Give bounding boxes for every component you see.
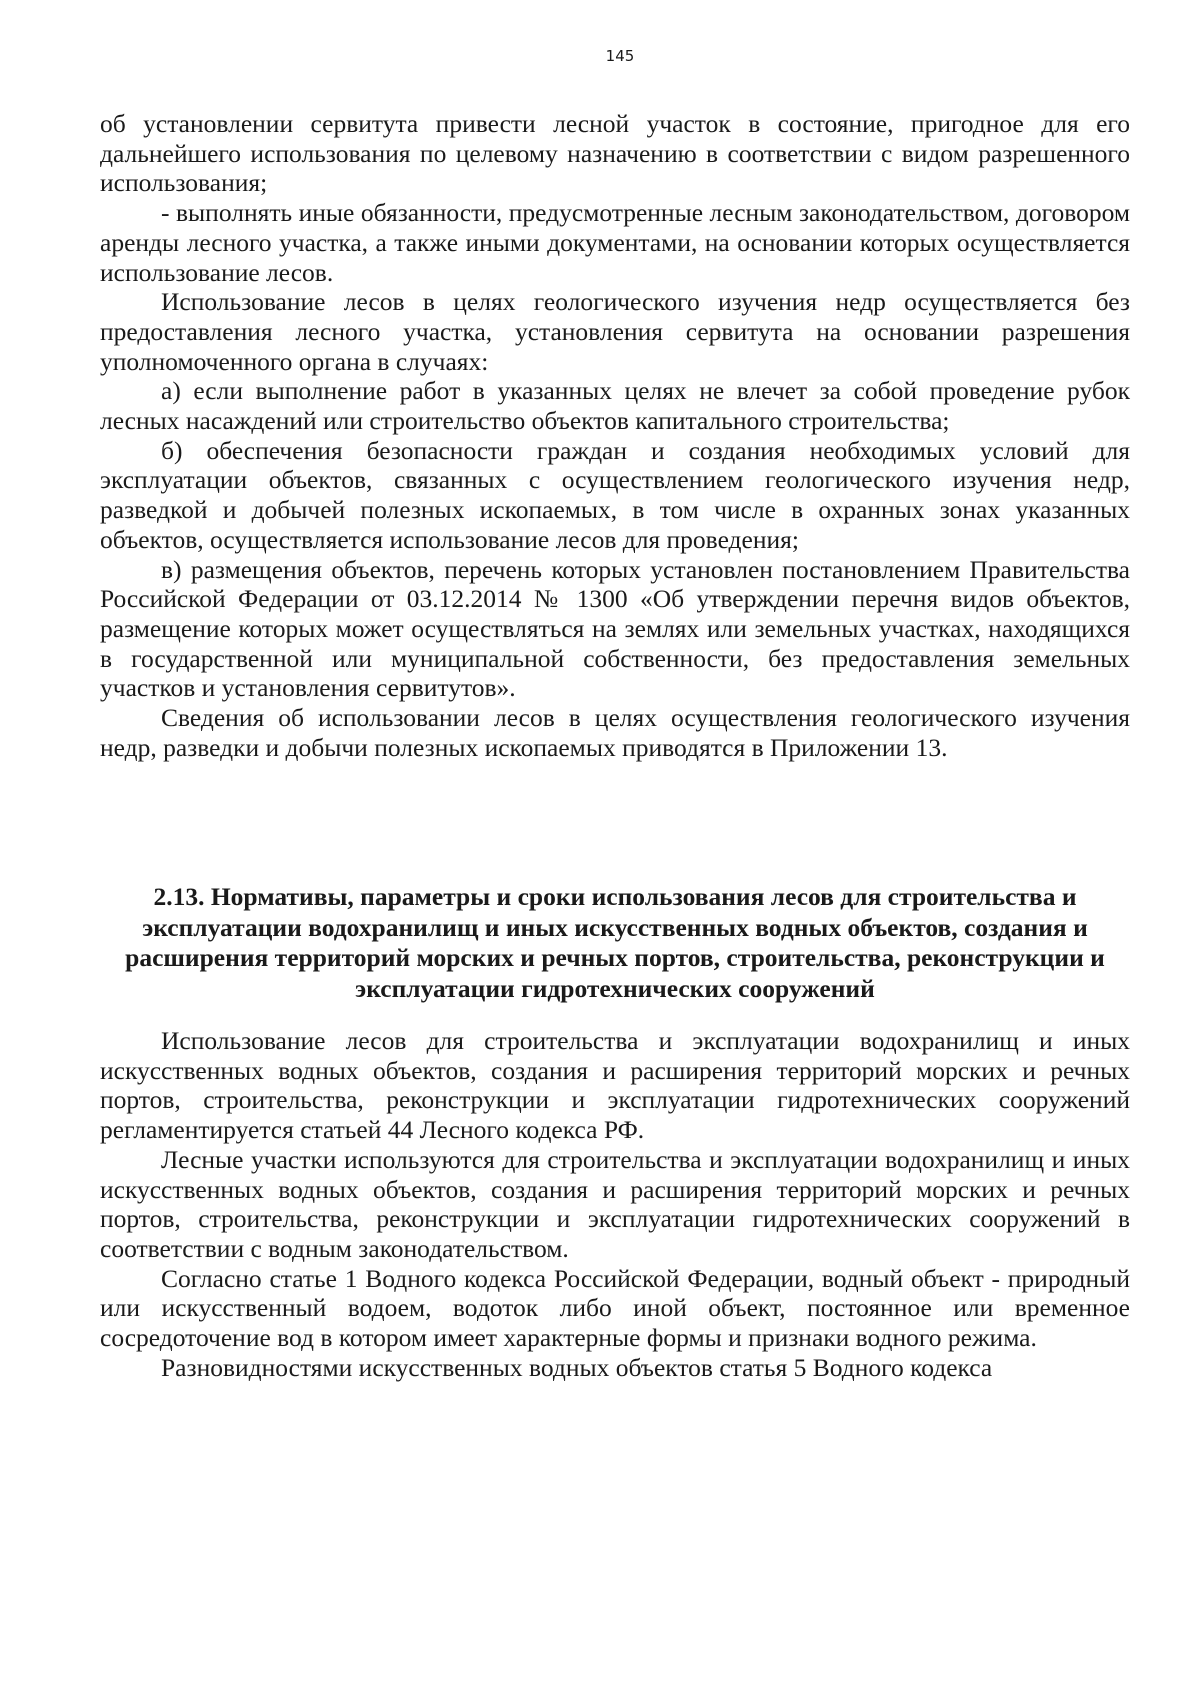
paragraph: Использование лесов для строительства и эксплуатации водохранилищ и иных искусственных водных объектов, создания и расширения территорий морских и речных портов, строительства, реконструкции и эксплуатации гидротехнических сооружений регламентируется статьей 44 Лесного кодекса РФ.	[100, 1026, 1130, 1145]
list-item-c: в) размещения объектов, перечень которых установлен постановлением Правительства Российской Федерации от 03.12.2014 № 1300 «Об утверждении перечня видов объектов, размещение которых может осуществляться на землях или земельных участках, находящихся в государственной или муниципальной собственности, без предоставления земельных участков и установления сервитутов».	[100, 554, 1130, 703]
text-block-upper	[100, 109, 1130, 762]
text-block-lower	[100, 1026, 1130, 1382]
list-item-b: б) обеспечения безопасности граждан и создания необходимых условий для эксплуатации объектов, связанных с осуществлением геологического изучения недр, разведкой и добычей полезных ископаемых, в том числе в охранных зонах указанных объектов, осуществляется использование лесов для проведения;	[100, 435, 1130, 554]
page-number: 145	[605, 47, 635, 65]
paragraph: Разновидностями искусственных водных объектов статья 5 Водного кодекса	[161, 1352, 993, 1382]
paragraph: Согласно статье 1 Водного кодекса Российской Федерации, водный объект - природный или искусственный водоем, водоток либо иной объект, постоянное или временное сосредоточение вод в котором имеет характерные формы и признаки водного режима.	[100, 1263, 1130, 1353]
section-heading: 2.13. Нормативы, параметры и сроки использования лесов для строительства и эксплуатации водохранилищ и иных искусственных водных объектов, создания и расширения территорий морских и речных портов, строительства, реконструкции и эксплуатации гидротехнических сооружений	[125, 882, 1105, 1003]
paragraph: - выполнять иные обязанности, предусмотренные лесным законодательством, договором аренды лесного участка, а также иными документами, на основании которых осуществляется использование лесов.	[100, 198, 1130, 287]
paragraph: Сведения об использовании лесов в целях осуществления геологического изучения недр, разведки и добычи полезных ископаемых приводятся в Приложении 13.	[100, 703, 1130, 762]
paragraph: Лесные участки используются для строительства и эксплуатации водохранилищ и иных искусственных водных объектов, создания и расширения территорий морских и речных портов, строительства, реконструкции и эксплуатации гидротехнических сооружений в соответствии с водным законодательством.	[100, 1144, 1130, 1263]
paragraph: Использование лесов в целях геологического изучения недр осуществляется без предоставления лесного участка, установления сервитута на основании разрешения уполномоченного органа в случаях:	[100, 287, 1130, 376]
paragraph: об установлении сервитута привести лесной участок в состояние, пригодное для его дальнейшего использования по целевому назначению в соответствии с видом разрешенного использования;	[100, 109, 1130, 198]
list-item-a: а) если выполнение работ в указанных целях не влечет за собой проведение рубок лесных насаждений или строительство объектов капитального строительства;	[100, 376, 1130, 436]
